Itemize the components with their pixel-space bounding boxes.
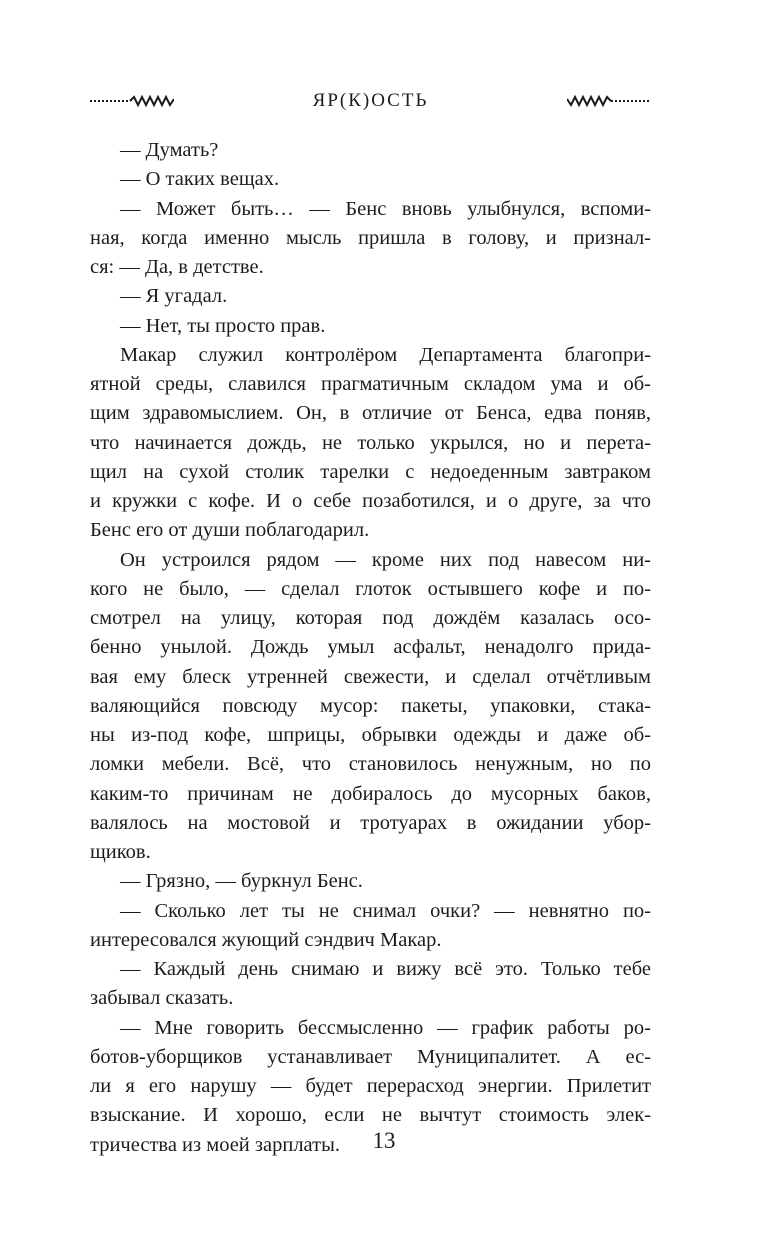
page-number: 13 bbox=[372, 1128, 396, 1153]
text-line: — Я угадал. bbox=[120, 285, 228, 308]
text-line: Бенс его от души поблагодарил. bbox=[90, 519, 370, 542]
text-line: валяющийся повсюду мусор: пакеты, упаковки, стака- bbox=[90, 694, 651, 717]
text-line: тричества из моей зарплаты. bbox=[90, 1133, 340, 1156]
body-text bbox=[90, 136, 651, 1160]
text-line: щим здравомыслием. Он, в отличие от Бенса, едва поняв, bbox=[90, 402, 651, 425]
text-line: ятной среды, славился прагматичным складом ума и об- bbox=[90, 373, 651, 395]
text-line: смотрел на улицу, которая под дождём казалась осо- bbox=[90, 607, 651, 629]
text-line: — Нет, ты просто прав. bbox=[120, 314, 326, 337]
text-line: кого не было, — сделал глоток остывшего кофе и по- bbox=[90, 577, 651, 600]
text-line: каким-то причинам не добиралось до мусорных баков, bbox=[90, 782, 651, 805]
text-line: бенно унылой. Дождь умыл асфальт, ненадолго прида- bbox=[90, 636, 651, 659]
text-line: — Мне говорить бессмысленно — график работы ро- bbox=[120, 1016, 651, 1039]
right-header-ornament-icon bbox=[567, 94, 651, 108]
text-line: Макар служил контролёром Департамента благопри- bbox=[120, 343, 651, 366]
text-line: — Каждый день снимаю и вижу всё это. Только тебе bbox=[120, 958, 651, 980]
running-header bbox=[90, 88, 651, 114]
text-line: взыскание. И хорошо, если не вычтут стоимость элек- bbox=[90, 1104, 651, 1127]
text-line: вая ему блеск утренней свежести, и сделал отчётливым bbox=[90, 665, 651, 688]
text-line: — Может быть… — Бенс вновь улыбнулся, вспоми- bbox=[120, 197, 651, 220]
text-line: ботов-уборщиков устанавливает Муниципалитет. А ес- bbox=[90, 1045, 651, 1068]
text-line: ся: — Да, в детстве. bbox=[90, 256, 264, 278]
text-line: что начинается дождь, не только укрылся, но и перета- bbox=[90, 431, 651, 454]
text-line: и кружки с кофе. И о себе позаботился, и о друге, за что bbox=[90, 490, 651, 512]
text-line: забывал сказать. bbox=[90, 987, 234, 1010]
text-line: — Сколько лет ты не снимал очки? — невнятно по- bbox=[120, 899, 651, 922]
text-line: ны из-под кофе, шприцы, обрывки одежды и даже об- bbox=[90, 724, 651, 746]
running-title: ЯР(К)ОСТЬ bbox=[312, 90, 429, 111]
text-line: — О таких вещах. bbox=[120, 168, 280, 191]
text-line: — Грязно, — буркнул Бенс. bbox=[120, 870, 363, 893]
text-line: валялось на мостовой и тротуарах в ожидании убор- bbox=[90, 811, 651, 834]
text-line: Он устроился рядом — кроме них под навесом ни- bbox=[120, 548, 651, 571]
text-line: ломки мебели. Всё, что становилось ненужным, но по bbox=[90, 753, 651, 776]
text-line: ная, когда именно мысль пришла в голову, и признал- bbox=[90, 226, 651, 249]
text-line: щиков. bbox=[90, 841, 151, 863]
text-line: ли я его нарушу — будет перерасход энергии. Прилетит bbox=[90, 1075, 651, 1097]
text-line: интересовался жующий сэндвич Макар. bbox=[90, 928, 442, 951]
text-line: щил на сухой столик тарелки с недоеденным завтраком bbox=[90, 460, 651, 483]
text-line: — Думать? bbox=[120, 139, 219, 161]
